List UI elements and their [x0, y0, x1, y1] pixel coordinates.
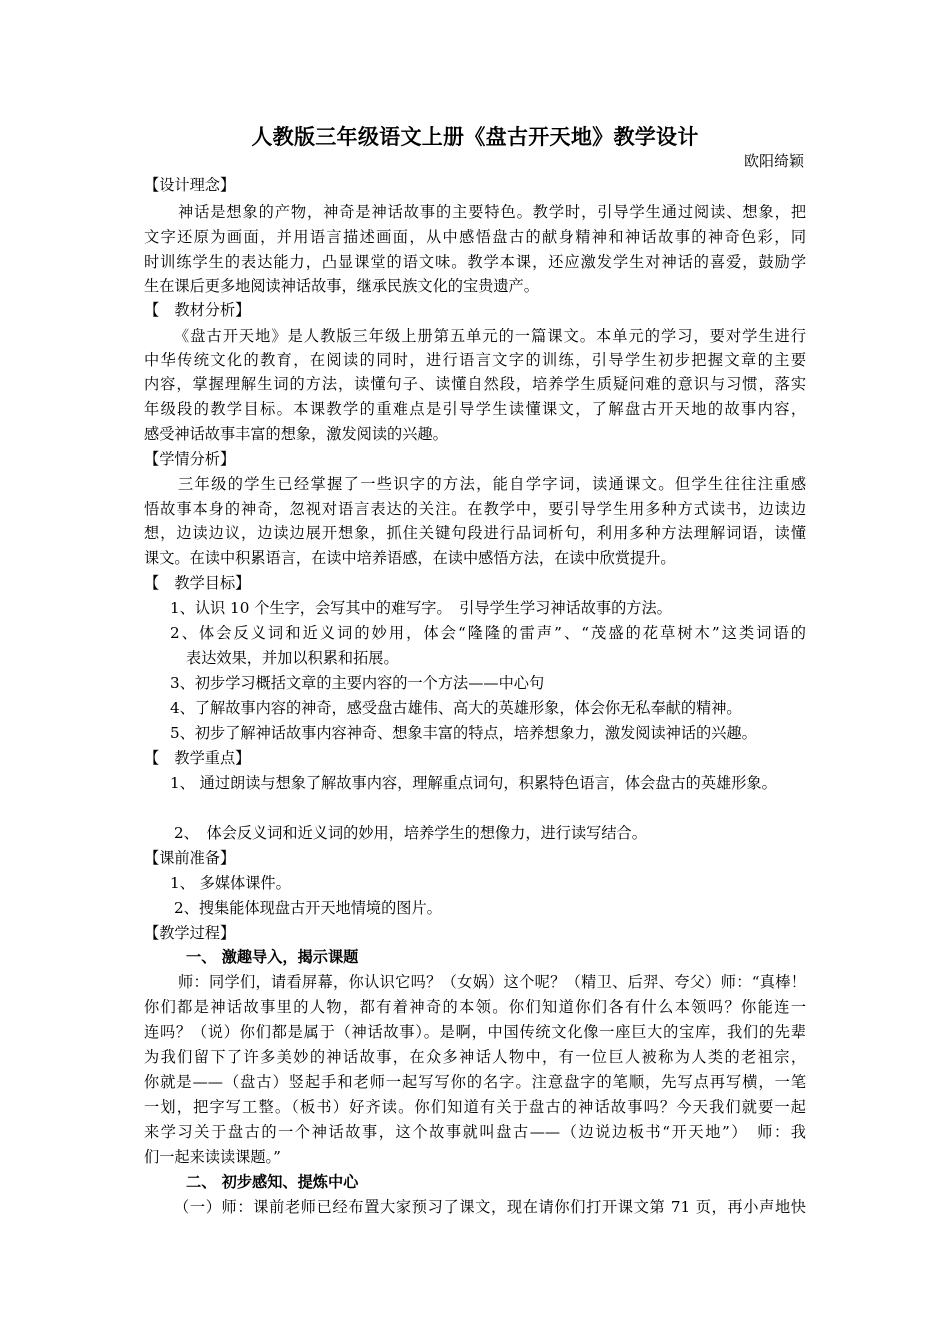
key-point-item: 1、 通过朗读与想象了解故事内容，理解重点词句，积累特色语言，体会盘古的英雄形象。 [170, 774, 777, 792]
process-step-heading: 一、 激趣导入，揭示课题 [186, 948, 359, 966]
paragraph-line: 三年级的学生已经掌握了一些识字的方法，能自学字词，读通课文。但学生往往注重感 [178, 475, 806, 493]
process-step-heading: 二、 初步感知、提炼中心 [186, 1173, 359, 1191]
paragraph-line: 内容，掌握理解生词的方法，读懂句子、读懂自然段，培养学生质疑问难的意识与习惯，落实 [144, 375, 806, 393]
paragraph-line: 来学习关于盘古的一个神话故事，这个故事就叫盘古——（边说边板书“开天地”） 师：我 [144, 1123, 806, 1141]
paragraph-line: 《盘古开天地》是人教版三年级上册第五单元的一篇课文。本单元的学习，要对学生进行 [174, 327, 806, 345]
goal-item: 5、初步了解神话故事内容神奇、想象丰富的特点，培养想象力，激发阅读神话的兴趣。 [170, 724, 757, 742]
paragraph-line: 为我们留下了许多美妙的神话故事，在众多神话人物中，有一位巨人被称为人类的老祖宗， [144, 1048, 806, 1066]
section-heading-key-points: 【 教学重点】 [144, 749, 251, 767]
paragraph-line: 感受神话故事丰富的想象，激发阅读的兴趣。 [144, 425, 448, 443]
paragraph-line: 时训练学生的表达能力，凸显课堂的语文味。教学本课，还应激发学生对神话的喜爱，鼓励学 [144, 253, 806, 271]
goal-item: 4、了解故事内容的神奇，感受盘古雄伟、高大的英雄形象，体会你无私奉献的精神。 [170, 699, 742, 717]
section-heading-preparation: 【课前准备】 [144, 849, 236, 867]
paragraph-line: 你就是——（盘古）竖起手和老师一起写写你的名字。注意盘字的笔顺，先写点再写横，一笔 [144, 1073, 806, 1091]
goal-item: 3、初步学习概括文章的主要内容的一个方法——中心句 [170, 674, 545, 692]
paragraph-line: 课文。在读中积累语言，在读中培养语感，在读中感悟方法，在读中欣赏提升。 [144, 549, 676, 567]
paragraph-line: 年级段的教学目标。本课教学的重难点是引导学生读懂课文，了解盘古开天地的故事内容， [144, 400, 806, 418]
paragraph-line: 你们都是神话故事里的人物，都有着神奇的本领。你们知道你们各有什么本领吗？你能连一 [144, 998, 806, 1016]
document-title: 人教版三年级语文上册《盘古开天地》教学设计 [251, 124, 699, 149]
section-heading-student-analysis: 【学情分析】 [144, 450, 236, 468]
paragraph-line: （一）师：课前老师已经布置大家预习了课文，现在请你们打开课文第 71 页，再小声地快 [174, 1198, 806, 1216]
key-point-item: 2、 体会反义词和近义词的妙用，培养学生的想像力，进行读写结合。 [174, 824, 647, 842]
paragraph-line: 中华传统文化的教育，在阅读的同时，进行语言文字的训练，引导学生初步把握文章的主要 [144, 351, 806, 369]
paragraph-line: 一划，把字写工整。（板书）好齐读。你们知道有关于盘古的神话故事吗？今天我们就要一起 [144, 1098, 806, 1116]
author-name: 欧阳绮颖 [743, 152, 804, 170]
paragraph-line: 生在课后更多地阅读神话故事，继承民族文化的宝贵遗产。 [144, 277, 539, 295]
section-heading-material-analysis: 【 教材分析】 [144, 301, 251, 319]
paragraph-line: 文字还原为画面，并用语言描述画面，从中感悟盘古的献身精神和神话故事的神奇色彩，同 [144, 228, 806, 246]
preparation-item: 2、搜集能体现盘古开天地情境的图片。 [174, 899, 442, 917]
goal-item: 2、体会反义词和近义词的妙用，体会“隆隆的雷声”、“茂盛的花草树木”这类词语的 [170, 624, 806, 642]
goal-item-continued: 表达效果，并加以积累和拓展。 [186, 649, 399, 667]
goal-item: 1、认识 10 个生字，会写其中的难写字。 引导学生学习神话故事的方法。 [170, 599, 672, 617]
paragraph-line: 师：同学们，请看屏幕，你认识它吗？（女娲）这个呢？（精卫、后羿、夸父）师：“真棒！ [178, 973, 806, 991]
section-heading-teaching-goals: 【 教学目标】 [144, 574, 251, 592]
paragraph-line: 们一起来读读课题。” [144, 1148, 281, 1166]
section-heading-teaching-process: 【教学过程】 [144, 924, 236, 942]
paragraph-line: 连吗？（说）你们都是属于（神话故事）。是啊，中国传统文化像一座巨大的宝库，我们的先辈 [144, 1023, 806, 1041]
paragraph-line: 悟故事本身的神奇，忽视对语言表达的关注。在教学中，要引导学生用多种方式读书，边读边 [144, 500, 806, 518]
section-heading-design-concept: 【设计理念】 [144, 176, 236, 194]
paragraph-line: 神话是想象的产物，神奇是神话故事的主要特色。教学时，引导学生通过阅读、想象，把 [178, 203, 806, 221]
paragraph-line: 想，边读边议，边读边展开想象，抓住关键句段进行品词析句，利用多种方法理解词语，读懂 [144, 524, 806, 542]
preparation-item: 1、 多媒体课件。 [170, 874, 291, 892]
